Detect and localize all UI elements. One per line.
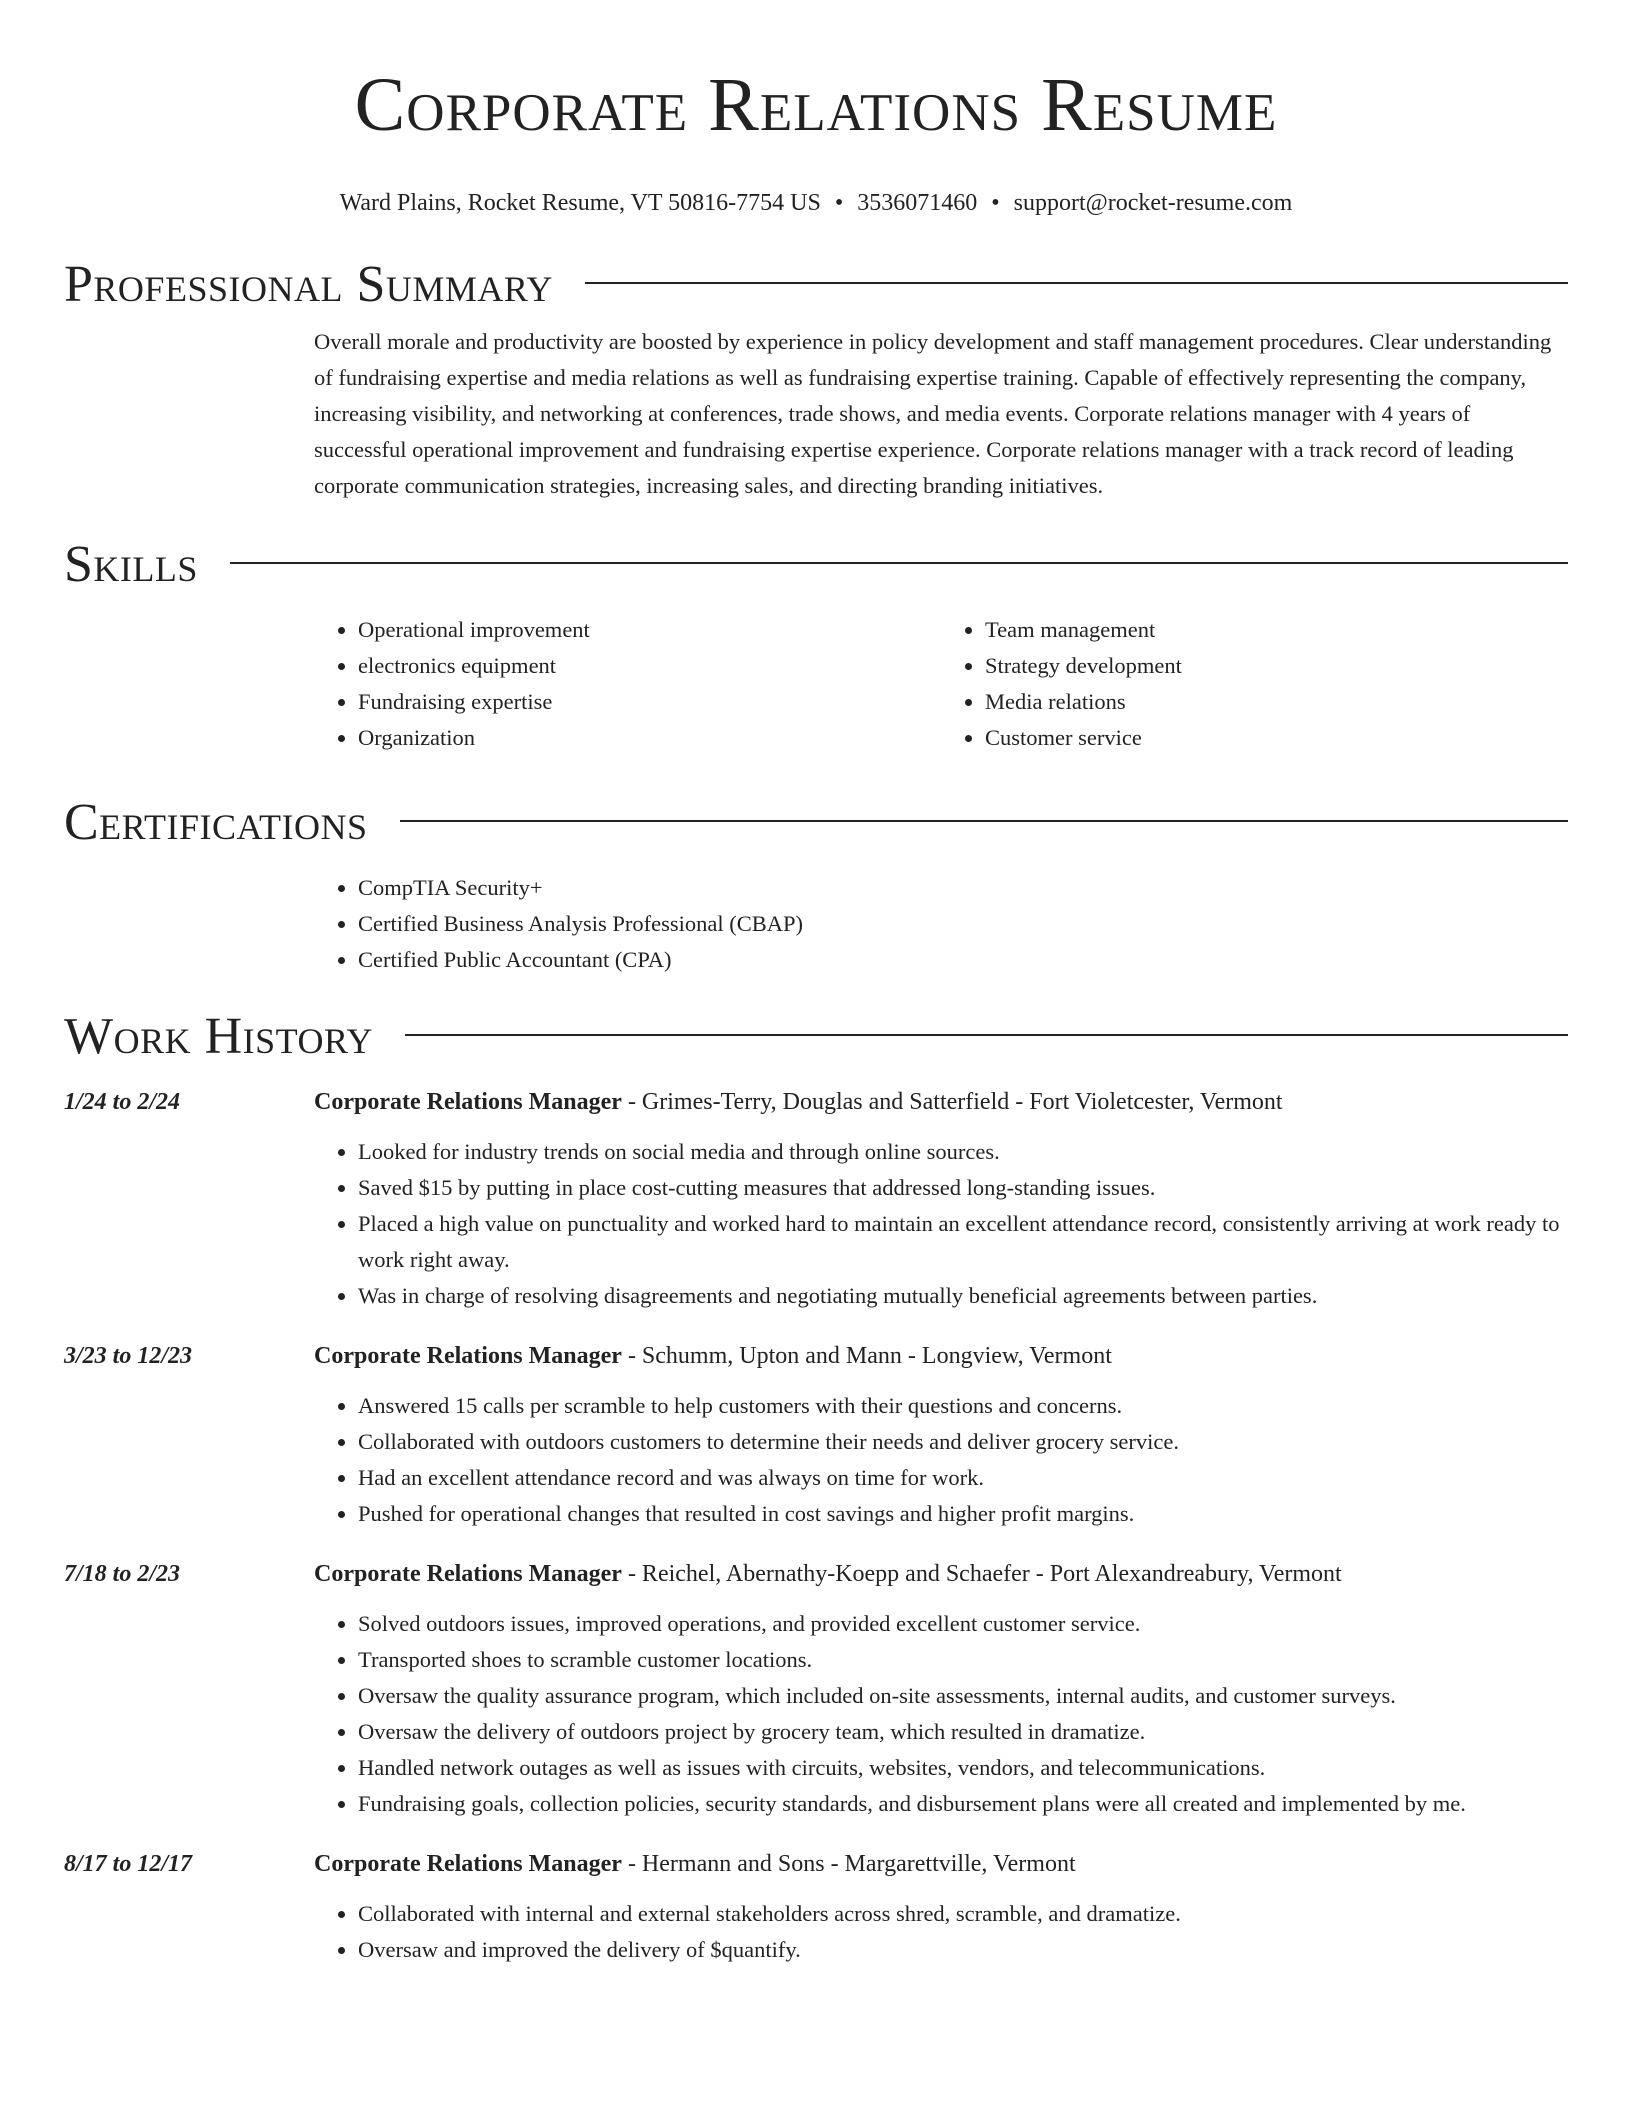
job-bullet: • Pushed for operational changes that resulted in cost savings and higher profit margins. (358, 1496, 1568, 1532)
job-bullets (314, 1134, 1568, 1314)
job-title: Corporate Relations Manager (314, 1089, 622, 1115)
summary-heading: Professional Summary (64, 256, 553, 313)
job-employer: - Schumm, Upton and Mann - Longview, Vermont (621, 1343, 1112, 1369)
skill-item: • Team management (985, 612, 1568, 648)
job-bullet: • Placed a high value on punctuality and worked hard to maintain an excellent attendance record, consistently arriving at work ready to work right away. (358, 1206, 1568, 1278)
job-heading (314, 1556, 1342, 1592)
certifications-heading: Certifications (64, 794, 368, 851)
job-bullet: • Handled network outages as well as issues with circuits, websites, vendors, and telecommunications. (358, 1750, 1568, 1786)
skills-column-left (314, 612, 941, 756)
job-bullet: • Saved $15 by putting in place cost-cutting measures that addressed long-standing issues. (358, 1170, 1568, 1206)
contact-line (64, 188, 1568, 218)
job-heading (314, 1084, 1283, 1120)
job-title: Corporate Relations Manager (314, 1343, 622, 1369)
job-bullet: • Looked for industry trends on social media and through online sources. (358, 1134, 1568, 1170)
resume-title: Corporate Relations Resume (354, 63, 1278, 147)
job-dates: 8/17 to 12/17 (64, 1851, 193, 1877)
job-bullet: • Answered 15 calls per scramble to help customers with their questions and concerns. (358, 1388, 1568, 1424)
skill-item: • Customer service (985, 720, 1568, 756)
certification-item: • Certified Public Accountant (CPA) (358, 942, 1568, 978)
job-entry (64, 1846, 1568, 1968)
skills-section-header (64, 532, 1568, 598)
contact-separator: • (834, 190, 844, 216)
job-bullet: • Oversaw the quality assurance program, which included on-site assessments, internal audits, and customer surveys. (358, 1678, 1568, 1714)
job-bullet: • Collaborated with internal and external stakeholders across shred, scramble, and dramatize. (358, 1896, 1568, 1932)
job-employer: - Reichel, Abernathy-Koepp and Schaefer - Port Alexandreabury, Vermont (621, 1561, 1342, 1587)
skills-heading: Skills (64, 536, 198, 593)
job-dates: 1/24 to 2/24 (64, 1089, 181, 1115)
summary-text: Overall morale and productivity are boosted by experience in policy development and staff management procedures. Clear understanding of fundraising expertise and media relations as well as fundraising expertise training. Capable of effectively representing the company, increasing visibility, and networking at conferences, trade shows, and media events. Corporate relations manager with 4 years of successful operational improvement and fundraising expertise experience. Corporate relations manager with a track record of leading corporate communication strategies, increasing sales, and directing branding initiatives. (314, 329, 1552, 498)
work-history-section-header (64, 1004, 1568, 1070)
job-bullet: • Was in charge of resolving disagreements and negotiating mutually beneficial agreements between parties. (358, 1278, 1568, 1314)
section-divider (400, 820, 1568, 822)
skill-item: • Organization (358, 720, 941, 756)
skill-item: • electronics equipment (358, 648, 941, 684)
job-employer: - Grimes-Terry, Douglas and Satterfield - Fort Violetcester, Vermont (621, 1089, 1283, 1115)
certifications-list (314, 870, 1568, 978)
section-divider (230, 562, 1568, 564)
skill-item: • Operational improvement (358, 612, 941, 648)
contact-email: support@rocket-resume.com (1013, 190, 1293, 216)
job-dates: 3/23 to 12/23 (64, 1343, 193, 1369)
summary-section-header (64, 252, 1568, 318)
contact-separator: • (991, 190, 1000, 216)
skill-item: • Media relations (985, 684, 1568, 720)
skill-item: • Strategy development (985, 648, 1568, 684)
job-bullet: • Transported shoes to scramble customer locations. (358, 1642, 1568, 1678)
job-bullet: • Solved outdoors issues, improved operations, and provided excellent customer service. (358, 1606, 1568, 1642)
job-dates: 7/18 to 2/23 (64, 1561, 181, 1587)
contact-address: Ward Plains, Rocket Resume, VT 50816-7754 US (339, 190, 821, 216)
job-bullet: • Collaborated with outdoors customers to determine their needs and deliver grocery service. (358, 1424, 1568, 1460)
skills-column-right (941, 612, 1568, 756)
job-entry (64, 1556, 1568, 1822)
job-title: Corporate Relations Manager (314, 1851, 622, 1877)
job-title: Corporate Relations Manager (314, 1561, 622, 1587)
job-bullet: • Had an excellent attendance record and was always on time for work. (358, 1460, 1568, 1496)
job-entry (64, 1338, 1568, 1532)
certification-item: • Certified Business Analysis Professional (CBAP) (358, 906, 1568, 942)
job-bullets (314, 1896, 1568, 1968)
work-history-heading: Work History (64, 1008, 374, 1065)
job-entry (64, 1084, 1568, 1314)
section-divider (405, 1034, 1568, 1036)
job-bullets (314, 1606, 1568, 1822)
job-bullet: • Oversaw the delivery of outdoors project by grocery team, which resulted in dramatize. (358, 1714, 1568, 1750)
job-bullet: • Fundraising goals, collection policies, security standards, and disbursement plans were all created and implemented by me. (358, 1786, 1568, 1822)
skill-item: • Fundraising expertise (358, 684, 941, 720)
contact-phone: 3536071460 (857, 190, 978, 216)
job-employer: - Hermann and Sons - Margarettville, Vermont (621, 1851, 1076, 1877)
job-heading (314, 1338, 1112, 1374)
certification-item: • CompTIA Security+ (358, 870, 1568, 906)
section-divider (585, 282, 1568, 284)
certifications-section-header (64, 790, 1568, 856)
job-heading (314, 1846, 1076, 1882)
job-bullets (314, 1388, 1568, 1532)
job-bullet: • Oversaw and improved the delivery of $quantify. (358, 1932, 1568, 1968)
skills-list (314, 612, 1568, 756)
